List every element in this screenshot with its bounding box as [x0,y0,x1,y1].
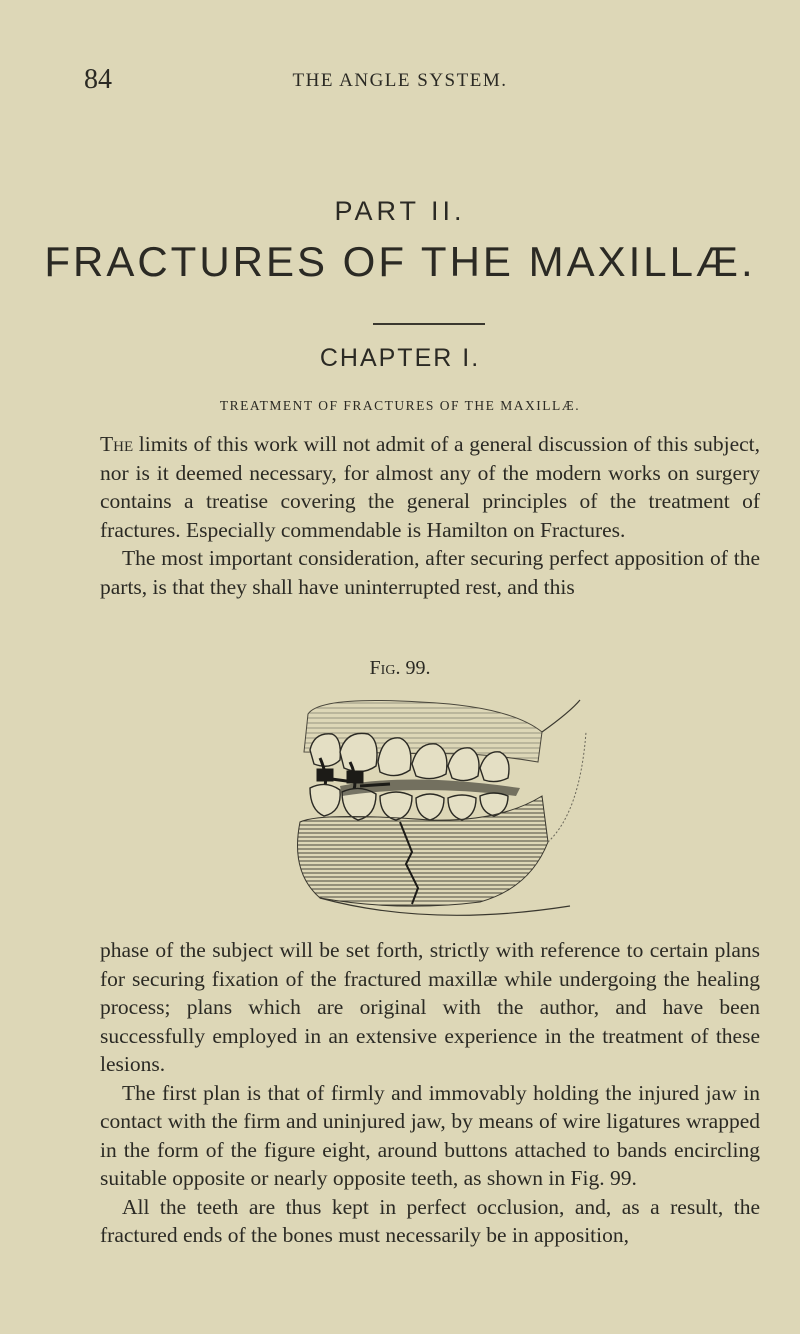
paragraph-4 [100,1079,760,1193]
paragraph-2 [100,544,760,601]
paragraph-text: limits of this work will not admit of a general discussion of this subject, nor is it deemed necessary, for almost any of the modern works on surgery contains a treatise covering the general principles of the treatment of fractures. Especially commendable is Hamilton on Fractures. [100,432,760,542]
paragraph-text: The most important consideration, after securing perfect apposition of the parts, is that they shall have uninterrupted rest, and this [100,546,760,599]
page-header [0,62,800,102]
running-head: THE ANGLE SYSTEM. [292,70,508,91]
title-rule [373,323,485,325]
page-number: 84 [84,64,112,95]
paragraph-1 [100,430,760,544]
jaw-illustration-icon [280,692,610,926]
paragraph-3 [100,936,760,1079]
paragraph-text: The first plan is that of firmly and immovably holding the injured jaw in contact with the firm and uninjured jaw, by means of wire ligatures wrapped in the form of the figure eight, around buttons attached to bands encircling suitable opposite or nearly opposite teeth, as shown in Fig. 99. [100,1080,760,1190]
paragraph-5 [100,1193,760,1250]
paragraph-lead-word: The [100,432,134,456]
text-block-before-figure [100,430,760,601]
paragraph-text: All the teeth are thus kept in perfect occlusion, and, as a result, the fractured ends of the bones must necessarily be in apposition, [100,1194,760,1247]
chapter-subheading: TREATMENT OF FRACTURES OF THE MAXILLÆ. [219,398,581,413]
paragraph-text: phase of the subject will be set forth, strictly with reference to certain plans for securing fixation of the fractured maxillæ while undergoing the healing process; plans which are original with the author, and have been successfully employed in an extensive experience in the treatment of these lesions. [100,938,760,1076]
chapter-heading: CHAPTER I. [319,344,481,372]
section-title: FRACTURES OF THE MAXILLÆ. [44,238,756,285]
figure-label: Fig. 99. [369,657,431,679]
part-heading: PART II. [334,196,466,226]
text-block-after-figure [100,936,760,1250]
